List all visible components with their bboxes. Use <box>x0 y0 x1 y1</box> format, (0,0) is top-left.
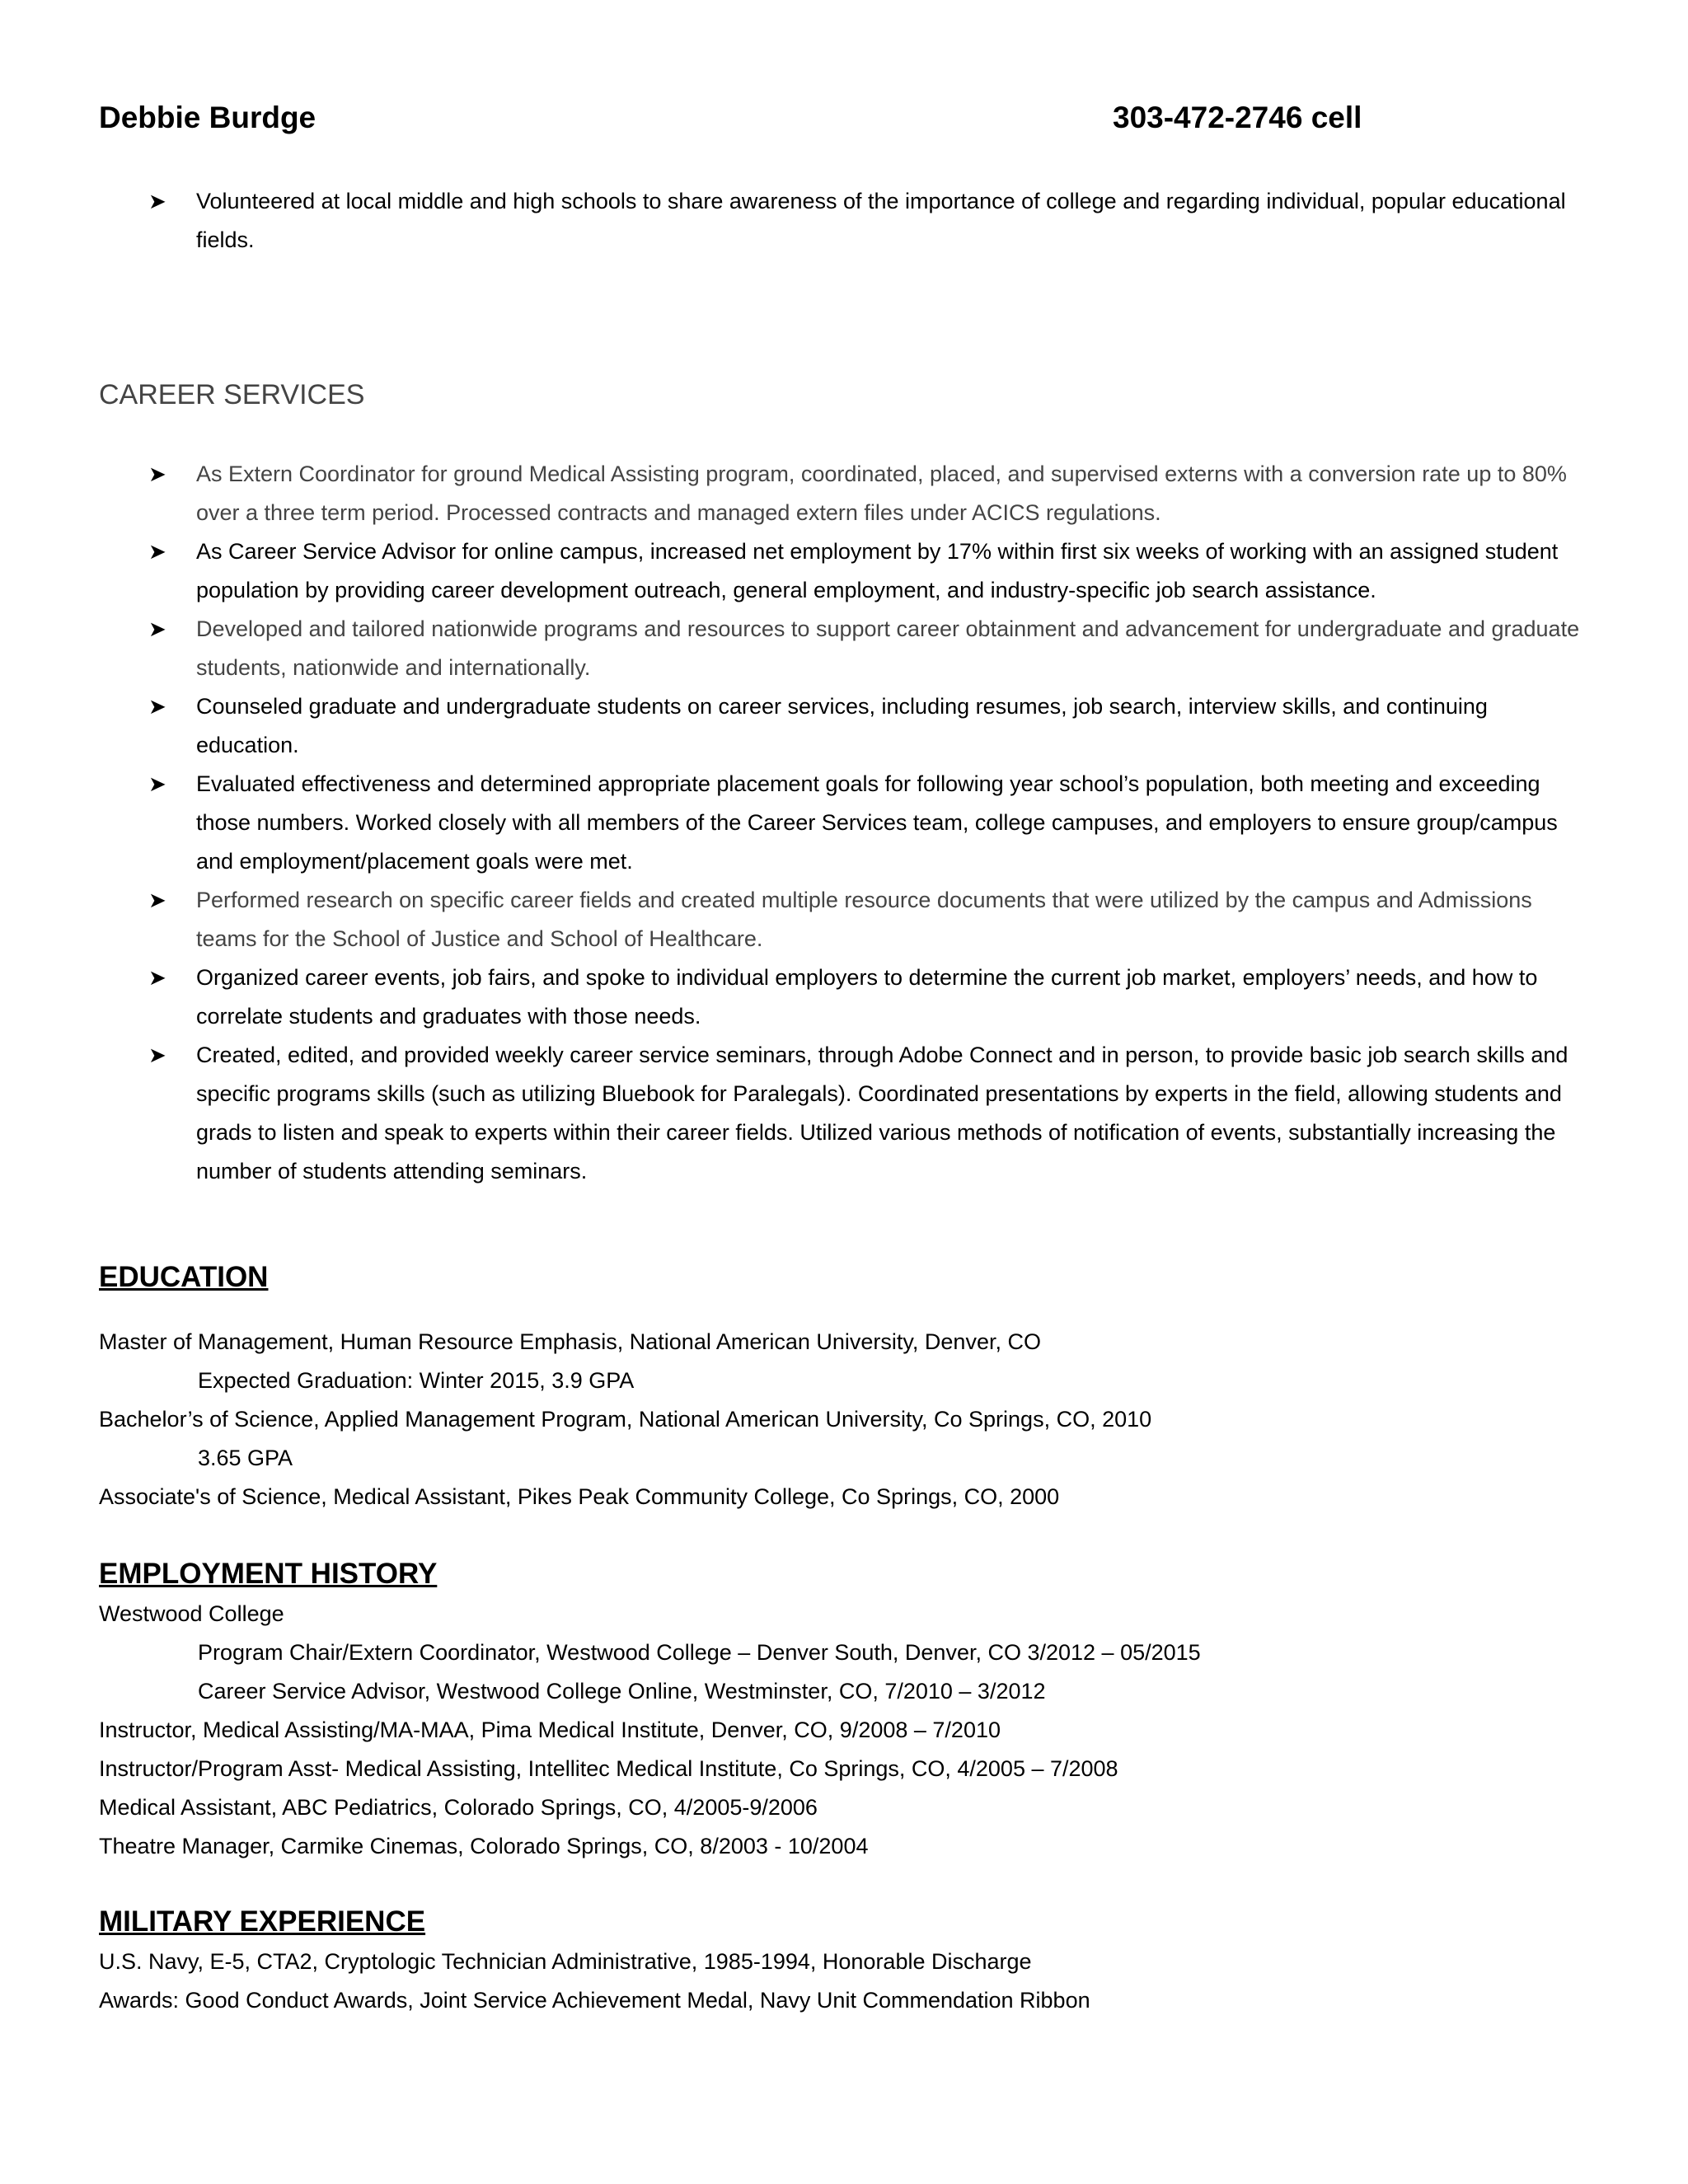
employment-line: Instructor, Medical Assisting/MA-MAA, Pima Medical Institute, Denver, CO, 9/2008 – 7/2010 <box>99 1718 1001 1742</box>
employment-heading: EMPLOYMENT HISTORY <box>99 1558 438 1590</box>
employment-line: Westwood College <box>99 1601 284 1626</box>
military-line: U.S. Navy, E-5, CTA2, Cryptologic Technician Administrative, 1985-1994, Honorable Discharge <box>99 1949 1032 1974</box>
list-item <box>148 765 1582 881</box>
phone-number: 303-472-2746 cell <box>1113 101 1362 134</box>
arrow-bullet-icon: ➤ <box>148 616 166 641</box>
bullet-text: Performed research on specific career fields and created multiple resource documents that were utilized by the campus and Admissions teams for the School of Justice and School of Healthcare. <box>196 888 1532 951</box>
list-item <box>148 532 1582 610</box>
career-services-heading: CAREER SERVICES <box>99 379 365 410</box>
education-line: Associate's of Science, Medical Assistant, Pikes Peak Community College, Co Springs, CO, 2000 <box>99 1484 1060 1509</box>
military-heading: MILITARY EXPERIENCE <box>99 1905 426 1938</box>
education-line: 3.65 GPA <box>198 1446 293 1470</box>
bullet-text: As Career Service Advisor for online campus, increased net employment by 17% within first six weeks of working with an assigned student population by providing career development outreach, general employment, and industry-specific job search assistance. <box>196 539 1559 602</box>
employment-line: Theatre Manager, Carmike Cinemas, Colorado Springs, CO, 8/2003 - 10/2004 <box>99 1834 869 1858</box>
bullet-text: Evaluated effectiveness and determined appropriate placement goals for following year school’s population, both meeting and exceeding those numbers. Worked closely with all members of the Career Services team, college campuses, and employers to ensure group/campus and employment/placement goals were met. <box>196 771 1558 874</box>
arrow-bullet-icon: ➤ <box>148 462 166 486</box>
military-list <box>99 1943 1582 2020</box>
arrow-bullet-icon: ➤ <box>148 771 166 796</box>
employment-line: Career Service Advisor, Westwood College Online, Westminster, CO, 7/2010 – 3/2012 <box>198 1679 1046 1704</box>
military-line: Awards: Good Conduct Awards, Joint Service Achievement Medal, Navy Unit Commendation Ribbon <box>99 1988 1090 2013</box>
employment-line: Instructor/Program Asst- Medical Assisting, Intellitec Medical Institute, Co Springs, CO, 4/2005 – 7/2008 <box>99 1756 1118 1781</box>
education-line: Bachelor’s of Science, Applied Management Program, National American University, Co Springs, CO, 2010 <box>99 1407 1152 1432</box>
career-services-list <box>148 455 1582 1191</box>
list-item <box>148 958 1582 1036</box>
education-list <box>99 1323 1582 1516</box>
employment-list <box>99 1595 1582 1866</box>
list-item <box>148 1036 1582 1191</box>
applicant-name: Debbie Burdge <box>99 101 316 134</box>
bullet-text: Counseled graduate and undergraduate students on career services, including resumes, job search, interview skills, and continuing education. <box>196 694 1488 757</box>
bullet-text: As Extern Coordinator for ground Medical Assisting program, coordinated, placed, and supervised externs with a conversion rate up to 80% over a three term period. Processed contracts and managed extern files under ACICS regulations. <box>196 462 1567 525</box>
bullet-text: Volunteered at local middle and high schools to share awareness of the importance of college and regarding individual, popular educational fields. <box>196 189 1566 252</box>
employment-line: Program Chair/Extern Coordinator, Westwood College – Denver South, Denver, CO 3/2012 – 05/2015 <box>198 1640 1201 1665</box>
list-item <box>148 182 1582 260</box>
list-item <box>148 881 1582 958</box>
arrow-bullet-icon: ➤ <box>148 1043 166 1067</box>
arrow-bullet-icon: ➤ <box>148 694 166 719</box>
arrow-bullet-icon: ➤ <box>148 539 166 564</box>
arrow-bullet-icon: ➤ <box>148 189 166 213</box>
arrow-bullet-icon: ➤ <box>148 888 166 912</box>
bullet-text: Created, edited, and provided weekly career service seminars, through Adobe Connect and in person, to provide basic job search skills and specific programs skills (such as utilizing Bluebook for Paralegals). Coordinated presentations by experts in the field, allowing students and grads to listen and speak to experts within their career fields. Utilized various methods of notification of events, substantially increasing the number of students attending seminars. <box>196 1043 1568 1183</box>
education-heading: EDUCATION <box>99 1261 269 1293</box>
bullet-text: Organized career events, job fairs, and spoke to individual employers to determine the current job market, employers’ needs, and how to correlate students and graduates with those needs. <box>196 965 1538 1029</box>
employment-line: Medical Assistant, ABC Pediatrics, Colorado Springs, CO, 4/2005-9/2006 <box>99 1795 818 1820</box>
list-item <box>148 455 1582 532</box>
education-line: Master of Management, Human Resource Emphasis, National American University, Denver, CO <box>99 1329 1041 1354</box>
arrow-bullet-icon: ➤ <box>148 965 166 990</box>
list-item <box>148 610 1582 687</box>
list-item <box>148 687 1582 765</box>
intro-bullet-list <box>148 182 1582 260</box>
education-line: Expected Graduation: Winter 2015, 3.9 GPA <box>198 1368 635 1393</box>
bullet-text: Developed and tailored nationwide programs and resources to support career obtainment and advancement for undergraduate and graduate students, nationwide and internationally. <box>196 616 1580 680</box>
